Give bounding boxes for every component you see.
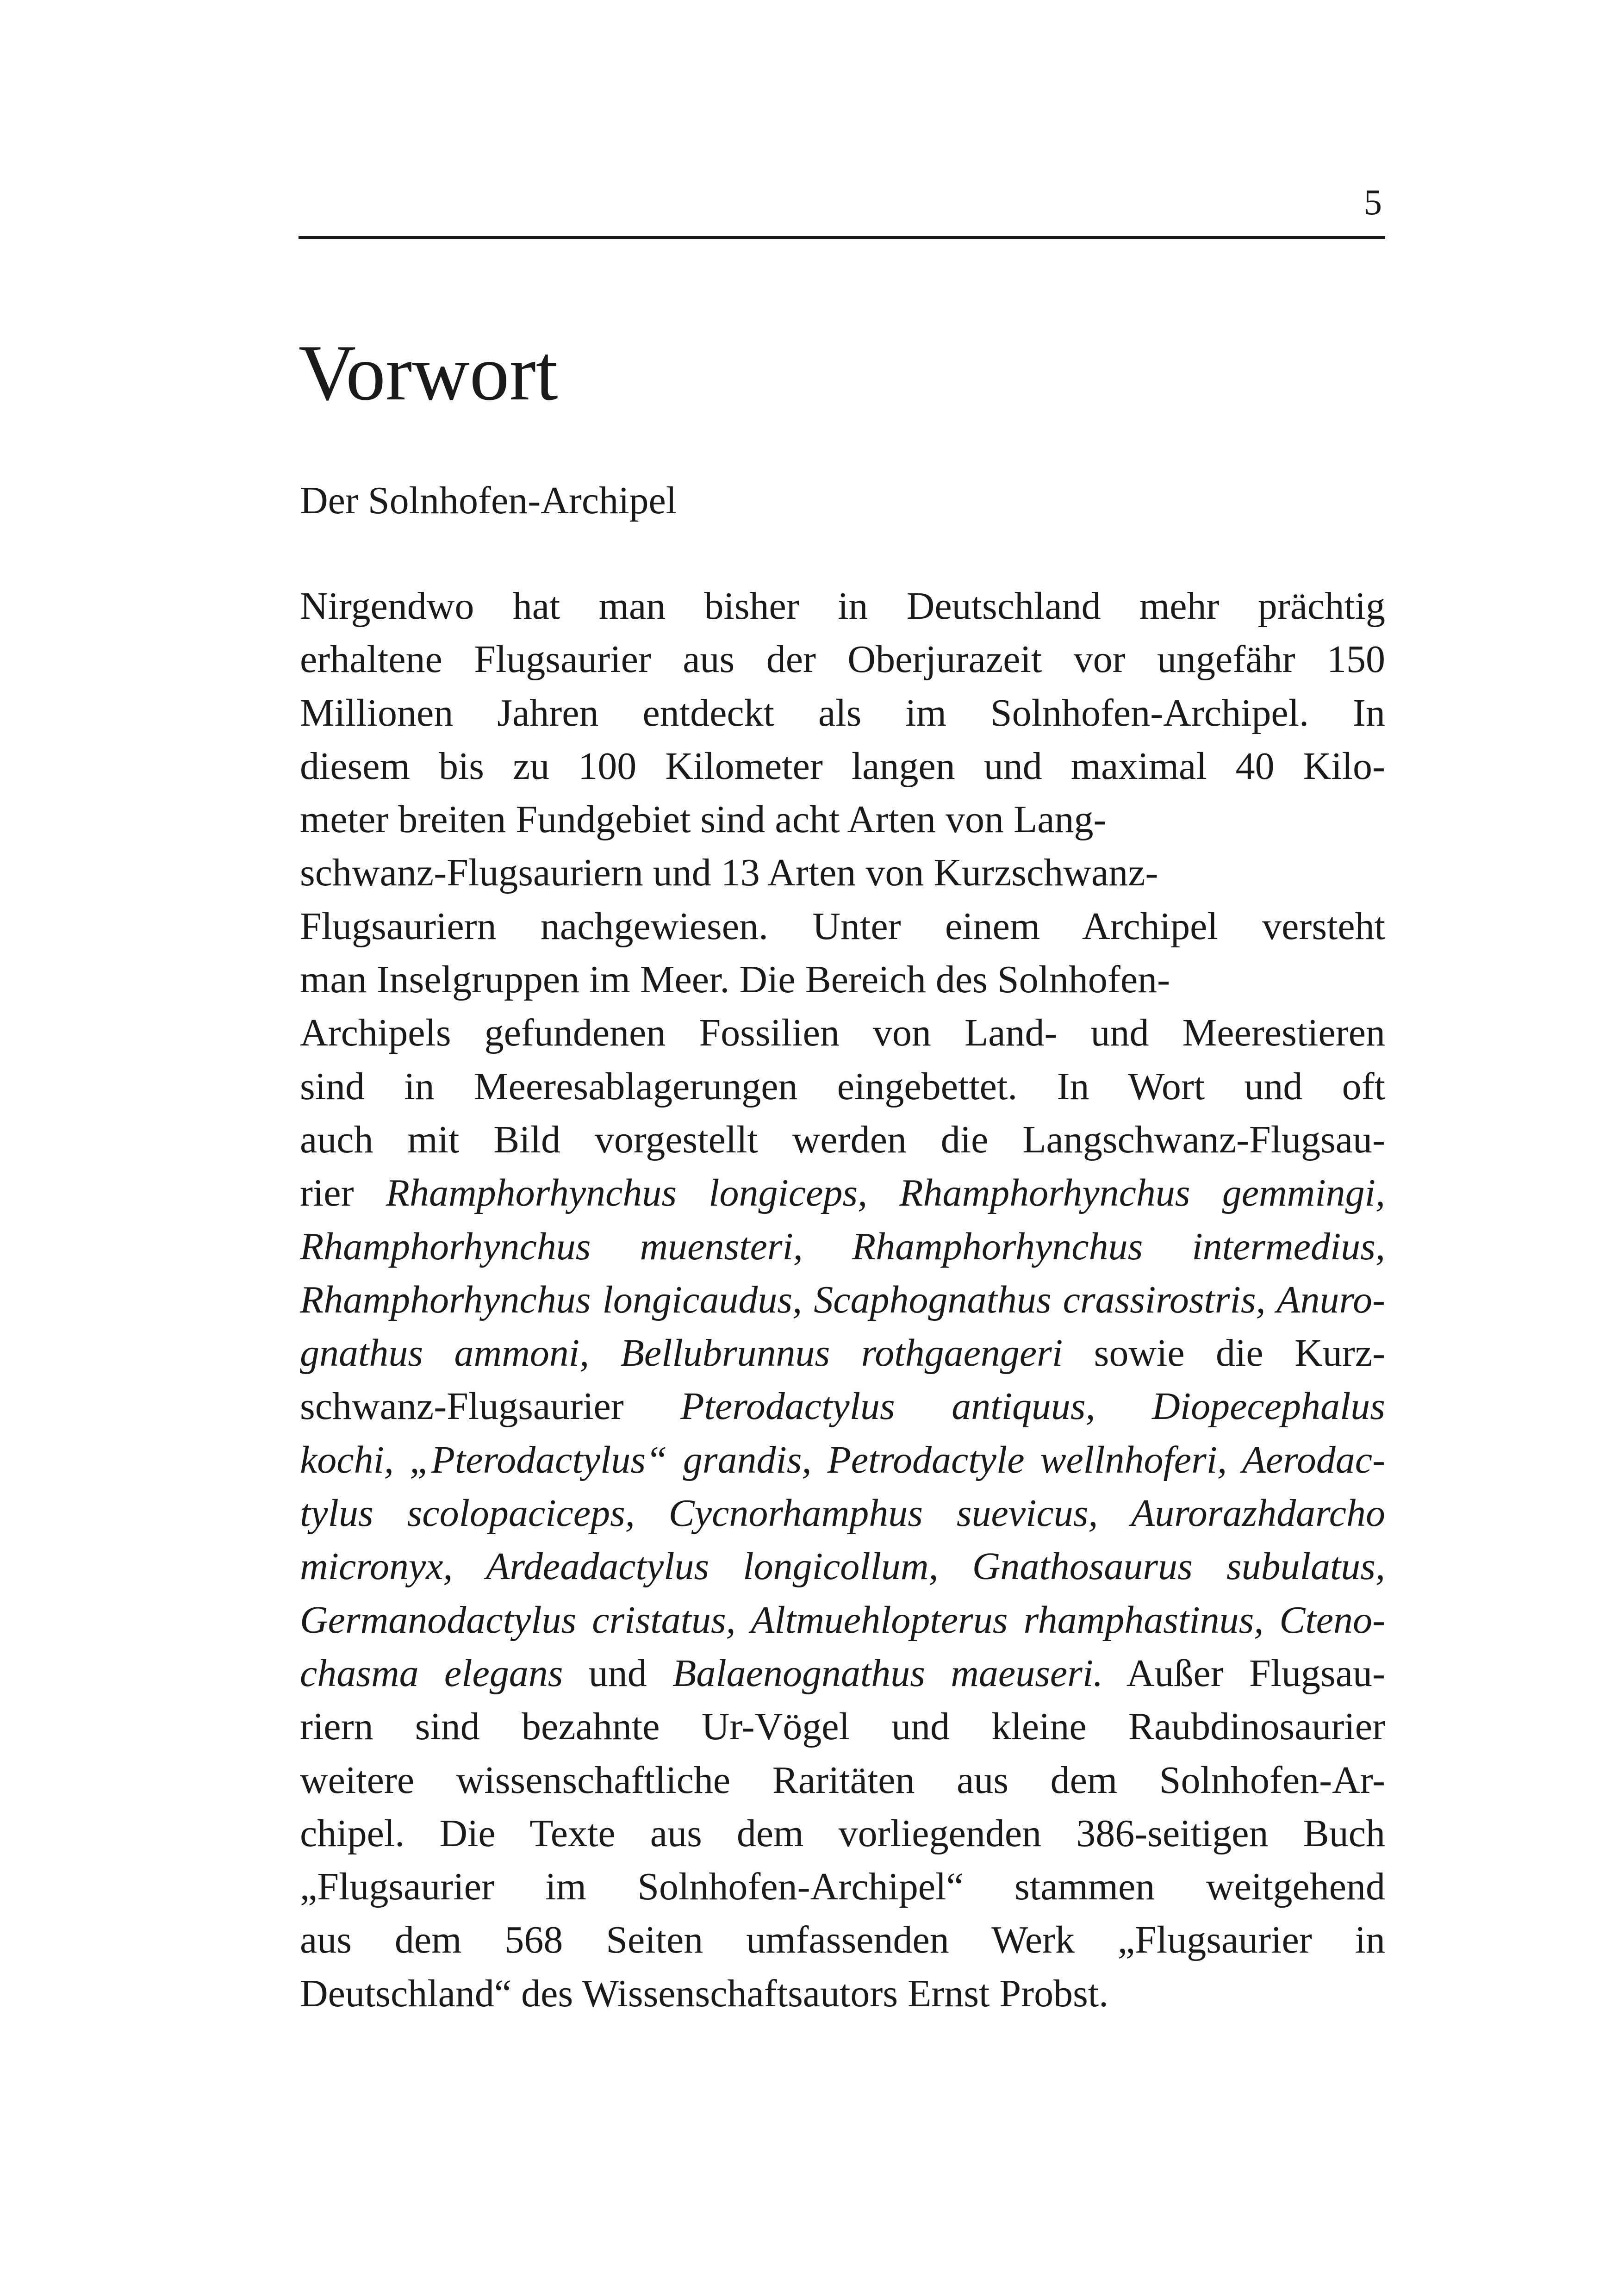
- text-segment: Flugsauriern nachgewiesen. Unter einem Archipel versteht: [300, 904, 1385, 948]
- italic-species-name: tylus scolopaciceps, Cycnorhamphus suevicus, Aurorazhdarcho: [300, 1492, 1385, 1535]
- text-segment: „Flugsaurier im Solnhofen-Archipel“ stammen weitgehend: [300, 1865, 1385, 1909]
- text-segment: sind in Meeresablagerungen eingebettet. In Wort und oft: [300, 1064, 1385, 1108]
- text-line: [300, 1326, 1385, 1380]
- body-text: [300, 579, 1385, 2020]
- text-segment: man Inselgruppen im Meer. Die Bereich des Solnhofen-: [300, 958, 1170, 1002]
- text-line: [300, 740, 1385, 793]
- italic-species-name: Pterodactylus antiquus, Diopecephalus: [680, 1385, 1385, 1428]
- text-line: [300, 1913, 1385, 1966]
- italic-species-name: chasma elegans: [300, 1651, 563, 1695]
- italic-species-name: kochi, „Pterodactylus“ grandis, Petrodactyle wellnhoferi, Aerodac-: [300, 1438, 1385, 1481]
- text-line: [300, 1166, 1385, 1220]
- text-line: [300, 900, 1385, 953]
- text-line: [300, 1647, 1385, 1700]
- italic-species-name: micronyx, Ardeadactylus longicollum, Gnathosaurus subulatus,: [300, 1545, 1385, 1588]
- subtitle: Der Solnhofen-Archipel: [300, 479, 677, 522]
- text-segment: Millionen Jahren entdeckt als im Solnhofen-Archipel. In: [300, 691, 1385, 734]
- italic-species-name: Germanodactylus cristatus, Altmuehlopterus rhamphastinus, Cteno-: [300, 1598, 1385, 1642]
- text-segment: auch mit Bild vorgestellt werden die Langschwanz-Flugsau-: [300, 1118, 1385, 1161]
- text-segment: riern sind bezahnte Ur-Vögel und kleine Raubdinosaurier: [300, 1705, 1385, 1748]
- text-line: [300, 1540, 1385, 1593]
- italic-species-name: Rhamphorhynchus longiceps, Rhamphorhynchus gemmingi,: [386, 1171, 1385, 1215]
- text-segment: Außer Flugsau-: [1103, 1651, 1386, 1695]
- text-line: [300, 846, 1385, 899]
- text-segment: schwanz-Flugsaurier: [300, 1385, 681, 1428]
- text-line: [300, 1487, 1385, 1540]
- text-line: [300, 1273, 1385, 1326]
- text-segment: Deutschland“ des Wissenschaftsautors Ernst Probst.: [300, 1972, 1109, 2015]
- text-line: [300, 1700, 1385, 1753]
- text-line: [300, 1754, 1385, 1807]
- italic-species-name: gnathus ammoni, Bellubrunnus rothgaengeri: [300, 1332, 1063, 1375]
- page-number: 5: [1364, 182, 1382, 222]
- text-line: [300, 953, 1385, 1006]
- text-line: [300, 1006, 1385, 1059]
- text-segment: weitere wissenschaftliche Raritäten aus dem Solnhofen-Ar-: [300, 1758, 1385, 1802]
- text-line: [300, 1380, 1385, 1433]
- italic-species-name: Rhamphorhynchus longicaudus, Scaphognathus crassirostris, Anuro-: [300, 1278, 1385, 1321]
- text-line: [300, 633, 1385, 686]
- text-line: [300, 1113, 1385, 1166]
- text-segment: chipel. Die Texte aus dem vorliegenden 386-seitigen Buch: [300, 1811, 1385, 1855]
- header-rule: [299, 236, 1385, 239]
- text-segment: sowie die Kurz-: [1063, 1332, 1386, 1375]
- text-segment: Archipels gefundenen Fossilien von Land- und Meerestieren: [300, 1011, 1385, 1055]
- text-line: [300, 793, 1385, 846]
- text-line: [300, 579, 1385, 633]
- text-line: [300, 1433, 1385, 1487]
- italic-species-name: Balaenognathus maeuseri.: [672, 1651, 1103, 1695]
- text-line: [300, 1220, 1385, 1273]
- text-segment: diesem bis zu 100 Kilometer langen und maximal 40 Kilo-: [300, 744, 1385, 788]
- text-segment: erhaltene Flugsaurier aus der Oberjurazeit vor ungefähr 150: [300, 638, 1385, 681]
- text-segment: und: [563, 1651, 673, 1695]
- text-segment: schwanz-Flugsauriern und 13 Arten von Kurzschwanz-: [300, 851, 1158, 895]
- text-line: [300, 1967, 1385, 2020]
- text-line: [300, 686, 1385, 740]
- text-segment: meter breiten Fundgebiet sind acht Arten von Lang-: [300, 798, 1107, 841]
- text-line: [300, 1860, 1385, 1913]
- text-line: [300, 1060, 1385, 1113]
- text-segment: rier: [300, 1171, 386, 1215]
- text-line: [300, 1807, 1385, 1860]
- chapter-title: Vorwort: [299, 329, 558, 417]
- text-segment: aus dem 568 Seiten umfassenden Werk „Flugsaurier in: [300, 1918, 1385, 1962]
- text-line: [300, 1593, 1385, 1647]
- text-segment: Nirgendwo hat man bisher in Deutschland mehr prächtig: [300, 585, 1385, 628]
- italic-species-name: Rhamphorhynchus muensteri, Rhamphorhynchus intermedius,: [300, 1225, 1385, 1268]
